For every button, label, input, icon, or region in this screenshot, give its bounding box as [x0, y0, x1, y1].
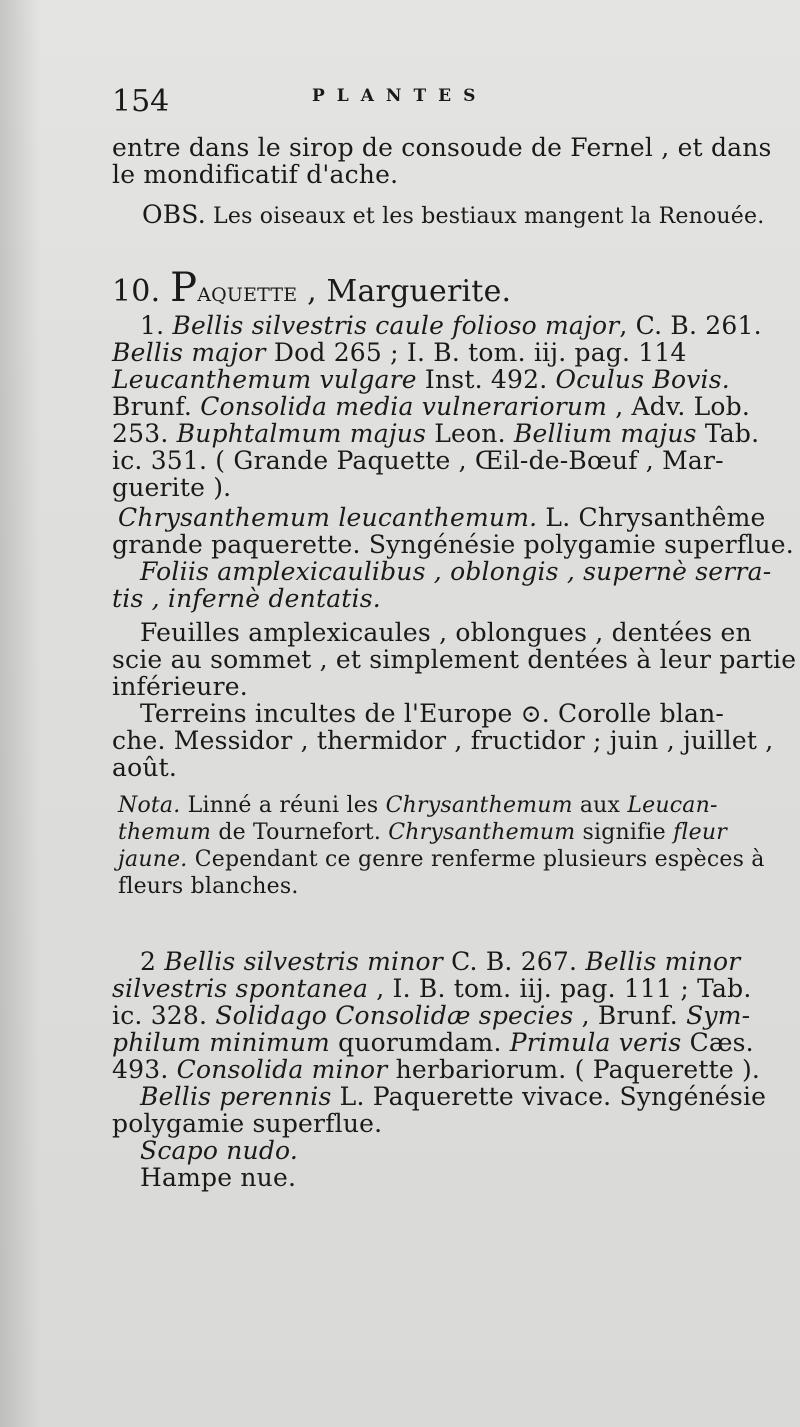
entry-heading: 10. PAQUETTE , Marguerite. [112, 265, 512, 311]
species-1-line: Chrysanthemum leucanthemum. L. Chrysanthême [118, 503, 766, 532]
species-2-description: Hampe nue. [140, 1163, 297, 1192]
species-2-line: philum minimum quorumdam. Primula veris Cæs. [112, 1028, 754, 1057]
species-2-diagnosis: Scapo nudo. [140, 1136, 298, 1165]
species-2-line: 493. Consolida minor herbariorum. ( Paquerette ). [112, 1055, 761, 1084]
species-1-line: Leucanthemum vulgare Inst. 492. Oculus Bovis. [112, 365, 730, 394]
species-1-diagnosis: tis , infernè dentatis. [112, 584, 381, 613]
page-gutter-shadow [0, 0, 40, 1427]
species-1-habitat: che. Messidor , thermidor , fructidor ; juin , juillet , [112, 726, 774, 755]
obs-line: OBS. Les oiseaux et les bestiaux mangent la Renouée. [142, 200, 765, 229]
species-2-line: 2 Bellis silvestris minor C. B. 267. Bellis minor [140, 947, 741, 976]
species-2-line: Bellis perennis L. Paquerette vivace. Syngénésie [140, 1082, 767, 1111]
species-1-line: 253. Buphtalmum majus Leon. Bellium majus Tab. [112, 419, 760, 448]
species-1-diagnosis: Foliis amplexicaulibus , oblongis , supernè serra- [140, 557, 772, 586]
species-1-line: 1. Bellis silvestris caule folioso major, C. B. 261. [140, 311, 762, 340]
species-2-line: ic. 328. Solidago Consolidæ species , Brunf. Sym- [112, 1001, 751, 1030]
species-1-habitat: Terreins incultes de l'Europe ⊙. Corolle blan- [140, 699, 725, 728]
species-1-habitat: août. [112, 753, 178, 782]
species-1-line: Brunf. Consolida media vulnerariorum , Adv. Lob. [112, 392, 751, 421]
species-1-description: inférieure. [112, 672, 248, 701]
page-number: 154 [112, 84, 170, 119]
species-1-line: ic. 351. ( Grande Paquette , Œil-de-Bœuf , Mar- [112, 446, 724, 475]
note-line: fleurs blanches. [118, 874, 299, 899]
note-line: Nota. Linné a réuni les Chrysanthemum aux Leucan- [118, 793, 718, 818]
note-line: jaune. Cependant ce genre renferme plusieurs espèces à [118, 847, 765, 872]
species-2-line: polygamie superflue. [112, 1109, 383, 1138]
species-1-line: Bellis major Dod 265 ; I. B. tom. iij. pag. 114 [112, 338, 687, 367]
note-line: themum de Tournefort. Chrysanthemum signifie fleur [118, 820, 727, 845]
species-1-line: grande paquerette. Syngénésie polygamie superflue. [112, 530, 794, 559]
species-1-description: scie au sommet , et simplement dentées à leur partie [112, 645, 797, 674]
species-2-line: silvestris spontanea , I. B. tom. iij. pag. 111 ; Tab. [112, 974, 752, 1003]
running-head: PLANTES [312, 86, 488, 106]
species-1-line: guerite ). [112, 473, 232, 502]
species-1-description: Feuilles amplexicaules , oblongues , dentées en [140, 618, 752, 647]
text-line: le mondificatif d'ache. [112, 160, 399, 189]
text-line: entre dans le sirop de consoude de Fernel , et dans [112, 133, 772, 162]
